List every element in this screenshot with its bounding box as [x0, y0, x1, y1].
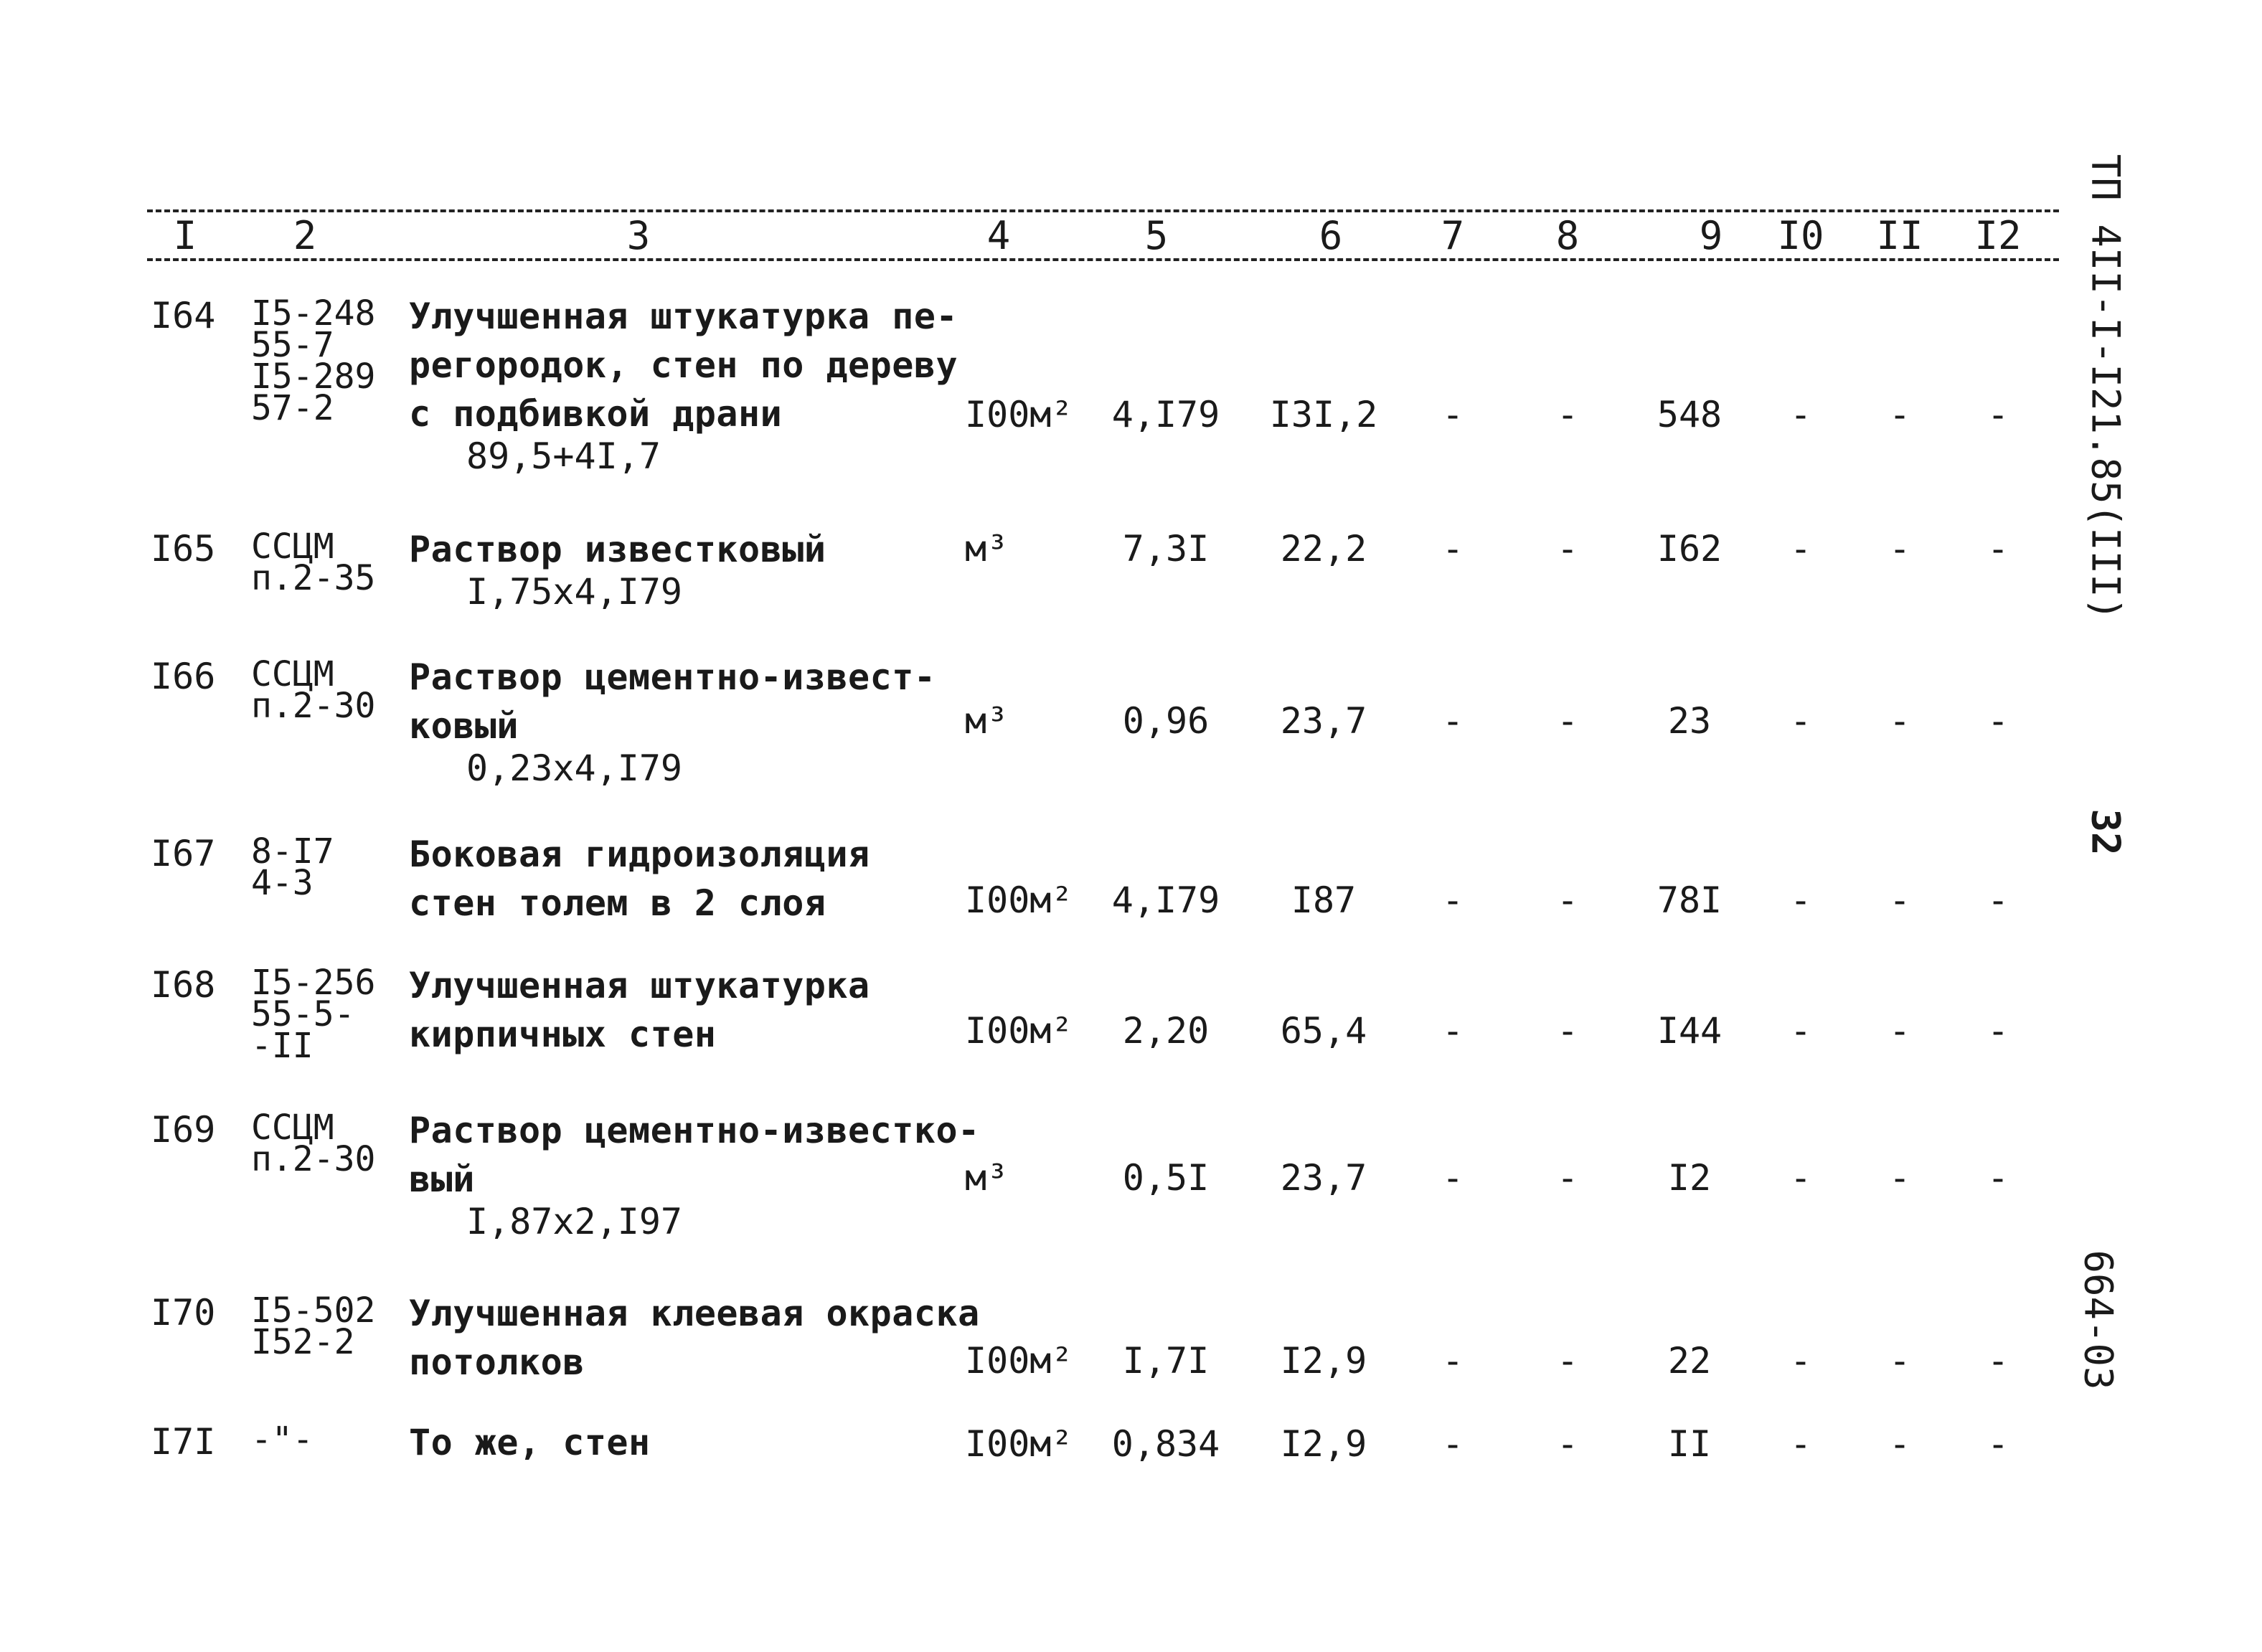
document-code: ТП 4II-I-I21.85(III): [2083, 154, 2129, 621]
cell-col6: 23,7: [1280, 700, 1367, 742]
cell-col6: 22,2: [1280, 528, 1367, 570]
cell-col12: -: [1987, 1010, 2009, 1052]
cell-col8: -: [1556, 394, 1579, 435]
cell-col8: -: [1556, 528, 1579, 570]
cell-col8: -: [1556, 1423, 1579, 1465]
cell-col8: -: [1556, 700, 1579, 742]
reference-code: ССЦМ п.2-30: [251, 1108, 376, 1179]
cell-col6: I2,9: [1280, 1340, 1367, 1382]
column-header-4: 4: [986, 213, 1011, 258]
unit: м³: [965, 700, 1009, 742]
cell-col11: -: [1888, 394, 1911, 435]
column-header-5: 5: [1144, 213, 1169, 258]
work-description: Боковая гидроизоляция стен толем в 2 слоя: [409, 834, 870, 924]
reference-code: ССЦМ п.2-30: [251, 654, 376, 726]
column-header-11: II: [1876, 213, 1923, 258]
cell-col6: I2,9: [1280, 1423, 1367, 1465]
column-header-6: 6: [1319, 213, 1343, 258]
work-description: Улучшенная штукатурка кирпичных стен: [409, 965, 870, 1055]
cell-col10: -: [1789, 1157, 1812, 1199]
cell-col5: 4,I79: [1111, 394, 1220, 435]
quantity-calculation: 0,23х4,I79: [466, 747, 683, 789]
cell-col10: -: [1789, 879, 1812, 921]
cell-col10: -: [1789, 528, 1812, 570]
reference-code: -"-: [251, 1420, 314, 1460]
work-description: Улучшенная клеевая окраска потолков: [409, 1293, 980, 1383]
cell-col8: -: [1556, 1010, 1579, 1052]
cell-col11: -: [1888, 879, 1911, 921]
cell-col9: 23: [1667, 700, 1712, 742]
column-header-8: 8: [1555, 213, 1580, 258]
cell-col12: -: [1987, 1157, 2009, 1199]
cell-col10: -: [1789, 394, 1812, 435]
cell-col12: -: [1987, 528, 2009, 570]
unit: м³: [965, 1157, 1009, 1199]
table-header-rule: [147, 258, 2059, 261]
row-number: I64: [151, 295, 216, 336]
cell-col7: -: [1441, 1010, 1464, 1052]
unit: м³: [965, 528, 1009, 570]
column-header-7: 7: [1441, 213, 1465, 258]
column-header-9: 9: [1699, 213, 1723, 258]
row-number: I69: [151, 1109, 216, 1151]
sheet-code: 664-03: [2075, 1250, 2121, 1390]
column-header-1: I: [173, 213, 197, 258]
cell-col5: 0,834: [1111, 1423, 1220, 1465]
cell-col11: -: [1888, 1157, 1911, 1199]
unit: I00м²: [965, 879, 1073, 921]
cell-col8: -: [1556, 1340, 1579, 1382]
cell-col6: 65,4: [1280, 1010, 1367, 1052]
row-number: I68: [151, 964, 216, 1006]
cell-col9: 548: [1657, 394, 1723, 435]
cell-col7: -: [1441, 394, 1464, 435]
cell-col12: -: [1987, 1423, 2009, 1465]
cell-col11: -: [1888, 1340, 1911, 1382]
column-header-10: I0: [1777, 213, 1824, 258]
cell-col5: 2,20: [1122, 1010, 1210, 1052]
cell-col12: -: [1987, 1340, 2009, 1382]
cell-col11: -: [1888, 1423, 1911, 1465]
cell-col7: -: [1441, 1157, 1464, 1199]
cell-col11: -: [1888, 528, 1911, 570]
cell-col9: I62: [1657, 528, 1723, 570]
cell-col5: 7,3I: [1122, 528, 1210, 570]
cell-col11: -: [1888, 700, 1911, 742]
cell-col8: -: [1556, 879, 1579, 921]
cell-col8: -: [1556, 1157, 1579, 1199]
reference-code: 8-I7 4-3: [251, 831, 334, 903]
cell-col12: -: [1987, 394, 2009, 435]
cell-col10: -: [1789, 1010, 1812, 1052]
cell-col6: 23,7: [1280, 1157, 1367, 1199]
cell-col5: I,7I: [1122, 1340, 1210, 1382]
unit: I00м²: [965, 1423, 1073, 1465]
page-number: 32: [2083, 808, 2129, 856]
cell-col11: -: [1888, 1010, 1911, 1052]
cell-col12: -: [1987, 700, 2009, 742]
reference-code: I5-248 55-7 I5-289 57-2: [251, 293, 376, 428]
cell-col7: -: [1441, 879, 1464, 921]
work-description: Раствор известковый: [409, 529, 826, 570]
row-number: I70: [151, 1292, 216, 1334]
cell-col9: 78I: [1657, 879, 1723, 921]
unit: I00м²: [965, 1340, 1073, 1382]
unit: I00м²: [965, 394, 1073, 435]
row-number: I65: [151, 528, 216, 570]
row-number: I66: [151, 656, 216, 697]
cell-col6: I87: [1291, 879, 1357, 921]
cell-col10: -: [1789, 700, 1812, 742]
cell-col7: -: [1441, 700, 1464, 742]
table-top-rule: [147, 209, 2059, 212]
cell-col9: II: [1667, 1423, 1712, 1465]
work-description: То же, стен: [409, 1422, 651, 1463]
column-header-3: 3: [626, 213, 651, 258]
work-description: Раствор цементно-извест- ковый: [409, 656, 936, 747]
cell-col10: -: [1789, 1340, 1812, 1382]
quantity-calculation: 89,5+4I,7: [466, 435, 661, 477]
work-description: Раствор цементно-известко- вый: [409, 1110, 980, 1200]
cell-col5: 4,I79: [1111, 879, 1220, 921]
reference-code: ССЦМ п.2-35: [251, 527, 376, 598]
row-number: I7I: [151, 1421, 216, 1463]
quantity-calculation: I,87х2,I97: [466, 1201, 683, 1242]
reference-code: I5-502 I52-2: [251, 1290, 376, 1362]
work-description: Улучшенная штукатурка пе- регородок, стен по дереву с подбивкой драни: [409, 296, 958, 435]
cell-col12: -: [1987, 879, 2009, 921]
reference-code: I5-256 55-5- -II: [251, 963, 376, 1066]
cell-col9: I44: [1657, 1010, 1723, 1052]
cell-col6: I3I,2: [1269, 394, 1378, 435]
unit: I00м²: [965, 1010, 1073, 1052]
cell-col9: 22: [1667, 1340, 1712, 1382]
cell-col7: -: [1441, 1340, 1464, 1382]
cell-col5: 0,96: [1122, 700, 1210, 742]
row-number: I67: [151, 833, 216, 874]
cell-col7: -: [1441, 1423, 1464, 1465]
column-header-2: 2: [293, 213, 317, 258]
cell-col9: I2: [1667, 1157, 1712, 1199]
cell-col5: 0,5I: [1122, 1157, 1210, 1199]
column-header-12: I2: [1974, 213, 2022, 258]
cell-col7: -: [1441, 528, 1464, 570]
quantity-calculation: I,75х4,I79: [466, 571, 683, 613]
cell-col10: -: [1789, 1423, 1812, 1465]
